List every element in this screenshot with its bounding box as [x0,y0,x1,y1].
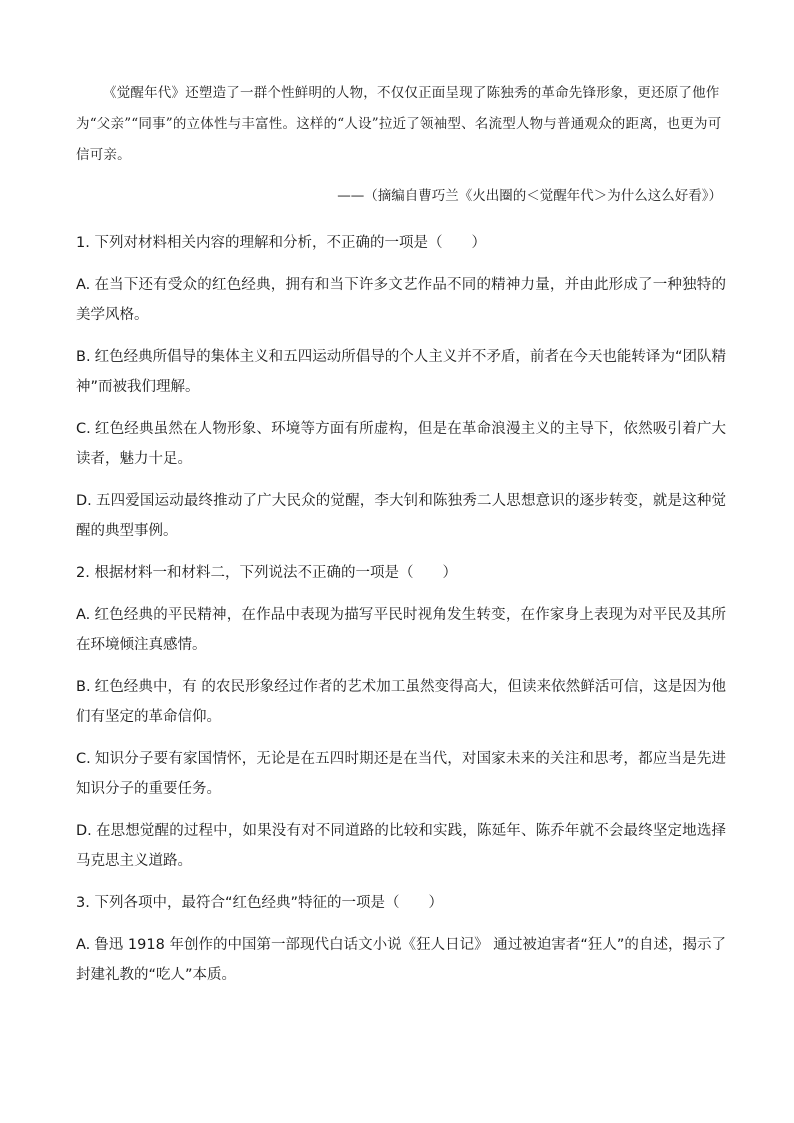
option-a [76,930,726,990]
material-paragraph: 《觉醒年代》还塑造了一群个性鲜明的人物，不仅仅正面呈现了陈独秀的革命先锋形象，更还原了他作为“父亲”“同事”的立体性与丰富性。这样的“人设”拉近了领袖型、名流型人物与普通观众的距离，也更为可信可亲。 [76,85,722,163]
option-label: D. [76,823,92,839]
option-text: 红色经典中，有 的农民形象经过作者的艺术加工虽然变得高大，但读来依然鲜活可信，这是因为他们有坚定的革命信仰。 [76,679,726,725]
option-label: C. [76,421,91,437]
option-c [76,744,726,804]
option-b [76,672,726,732]
question-stem: 1. 下列对材料相关内容的理解和分析，不正确的一项是（ ） [76,235,486,251]
material-source: ——（摘编自曹巧兰《火出圈的＜觉醒年代＞为什么这么好看》） [337,188,722,204]
question-stem: 2. 根据材料一和材料二，下列说法不正确的一项是（ ） [76,565,457,581]
option-text: 知识分子要有家国情怀，无论是在五四时期还是在当代，对国家未来的关注和思考，都应当是先进知识分子的重要任务。 [76,751,726,797]
question-3 [76,888,726,990]
option-d [76,816,726,876]
question-1 [76,228,726,546]
option-text: 红色经典所倡导的集体主义和五四运动所倡导的个人主义并不矛盾，前者在今天也能转译为“团队精神”而被我们理解。 [76,349,726,395]
quoted-material [76,78,722,171]
option-label: C. [76,751,91,767]
option-b [76,342,726,402]
option-d [76,486,726,546]
option-label: D. [76,493,92,509]
option-label: A. [76,937,91,953]
option-a [76,270,726,330]
option-text: 红色经典的平民精神，在作品中表现为描写平民时视角发生转变，在作家身上表现为对平民及其所在环境倾注真感情。 [76,607,726,653]
question-2 [76,558,726,876]
option-text: 在当下还有受众的红色经典，拥有和当下许多文艺作品不同的精神力量，并由此形成了一种独特的美学风格。 [76,277,726,323]
option-text: 五四爱国运动最终推动了广大民众的觉醒，李大钊和陈独秀二人思想意识的逐步转变，就是这种觉醒的典型事例。 [76,493,726,539]
option-text: 红色经典虽然在人物形象、环境等方面有所虚构，但是在革命浪漫主义的主导下，依然吸引着广大读者，魅力十足。 [76,421,726,467]
option-a [76,600,726,660]
option-label: A. [76,277,91,293]
option-c [76,414,726,474]
option-label: A. [76,607,91,623]
option-text: 在思想觉醒的过程中，如果没有对不同道路的比较和实践，陈延年、陈乔年就不会最终坚定地选择马克思主义道路。 [76,823,726,869]
option-text: 鲁迅 1918 年创作的中国第一部现代白话文小说《狂人日记》 通过被迫害者“狂人”的自述，揭示了封建礼教的“吃人”本质。 [76,937,726,983]
option-label: B. [76,679,91,695]
question-stem: 3. 下列各项中，最符合“红色经典”特征的一项是（ ） [76,895,443,911]
question-list [76,228,726,1002]
option-label: B. [76,349,91,365]
